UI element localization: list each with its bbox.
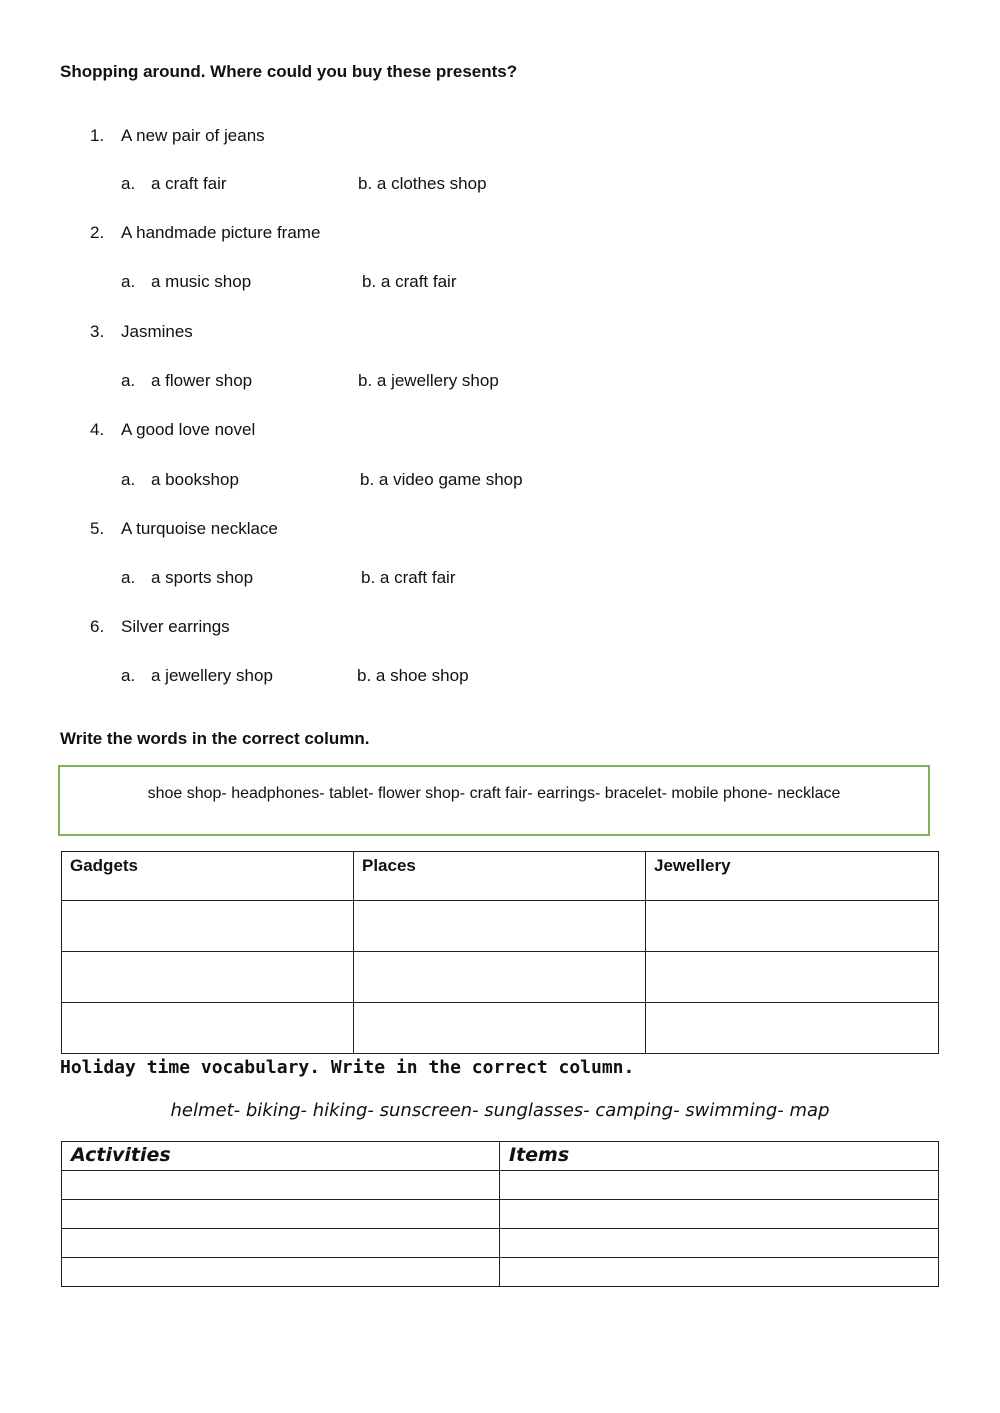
question-text: A new pair of jeans: [121, 126, 265, 145]
word-bank-text: shoe shop- headphones- tablet- flower shop- craft fair- earrings- bracelet- mobile phone- necklace: [147, 785, 841, 802]
table-row: [62, 1258, 939, 1287]
gadgets-places-jewellery-table: [61, 851, 939, 1054]
answer-cell[interactable]: [62, 901, 354, 952]
answer-cell[interactable]: [500, 1229, 939, 1258]
question-number: 3.: [90, 322, 105, 341]
option-a-letter: a.: [121, 666, 136, 685]
option-a: a craft fair: [151, 174, 227, 193]
column-header-gadgets: Gadgets: [62, 852, 354, 901]
option-b: b. a jewellery shop: [358, 371, 499, 390]
option-b: b. a clothes shop: [358, 174, 487, 193]
word-bank-box: [58, 765, 930, 836]
answer-cell[interactable]: [646, 1003, 939, 1054]
option-b: b. a craft fair: [361, 568, 456, 587]
section1-title: Shopping around. Where could you buy these presents?: [60, 62, 518, 81]
question-text: A turquoise necklace: [121, 519, 278, 538]
activities-items-table: [61, 1141, 939, 1287]
answer-cell[interactable]: [62, 1258, 500, 1287]
column-header-places: Places: [354, 852, 646, 901]
answer-cell[interactable]: [62, 1200, 500, 1229]
answer-cell[interactable]: [62, 952, 354, 1003]
question-number: 4.: [90, 420, 105, 439]
answer-cell[interactable]: [646, 901, 939, 952]
table-row: [62, 1171, 939, 1200]
option-a: a music shop: [151, 272, 252, 291]
question-number: 1.: [90, 126, 105, 145]
option-a-letter: a.: [121, 470, 136, 489]
question-number: 6.: [90, 617, 105, 636]
answer-cell[interactable]: [62, 1171, 500, 1200]
option-b: b. a video game shop: [360, 470, 523, 489]
question-text: A good love novel: [121, 420, 256, 439]
table-row: [62, 1003, 939, 1054]
option-a-letter: a.: [121, 568, 136, 587]
option-a: a flower shop: [151, 371, 253, 390]
question-number: 2.: [90, 223, 105, 242]
table-row: [62, 1229, 939, 1258]
answer-cell[interactable]: [646, 952, 939, 1003]
table-row: [62, 901, 939, 952]
column-header-items: Items: [500, 1142, 939, 1171]
column-header-jewellery: Jewellery: [646, 852, 939, 901]
question-text: A handmade picture frame: [121, 223, 321, 242]
answer-cell[interactable]: [354, 952, 646, 1003]
answer-cell[interactable]: [500, 1258, 939, 1287]
option-b: b. a craft fair: [362, 272, 457, 291]
answer-cell[interactable]: [62, 1003, 354, 1054]
holiday-word-bank: helmet- biking- hiking- sunscreen- sunglasses- camping- swimming- map: [170, 1100, 830, 1121]
answer-cell[interactable]: [500, 1171, 939, 1200]
option-a: a jewellery shop: [151, 666, 273, 685]
question-text: Silver earrings: [121, 617, 230, 636]
option-a: a sports shop: [151, 568, 254, 587]
question-text: Jasmines: [121, 322, 193, 341]
option-a-letter: a.: [121, 174, 136, 193]
table-row: [62, 952, 939, 1003]
section2-title: Write the words in the correct column.: [60, 729, 370, 748]
option-a-letter: a.: [121, 371, 136, 390]
answer-cell[interactable]: [354, 1003, 646, 1054]
table-row: [62, 1200, 939, 1229]
answer-cell[interactable]: [354, 901, 646, 952]
option-a: a bookshop: [151, 470, 239, 489]
answer-cell[interactable]: [62, 1229, 500, 1258]
section3-title: Holiday time vocabulary. Write in the correct column.: [60, 1057, 635, 1078]
option-a-letter: a.: [121, 272, 136, 291]
option-b: b. a shoe shop: [357, 666, 469, 685]
question-number: 5.: [90, 519, 105, 538]
answer-cell[interactable]: [500, 1200, 939, 1229]
column-header-activities: Activities: [62, 1142, 500, 1171]
